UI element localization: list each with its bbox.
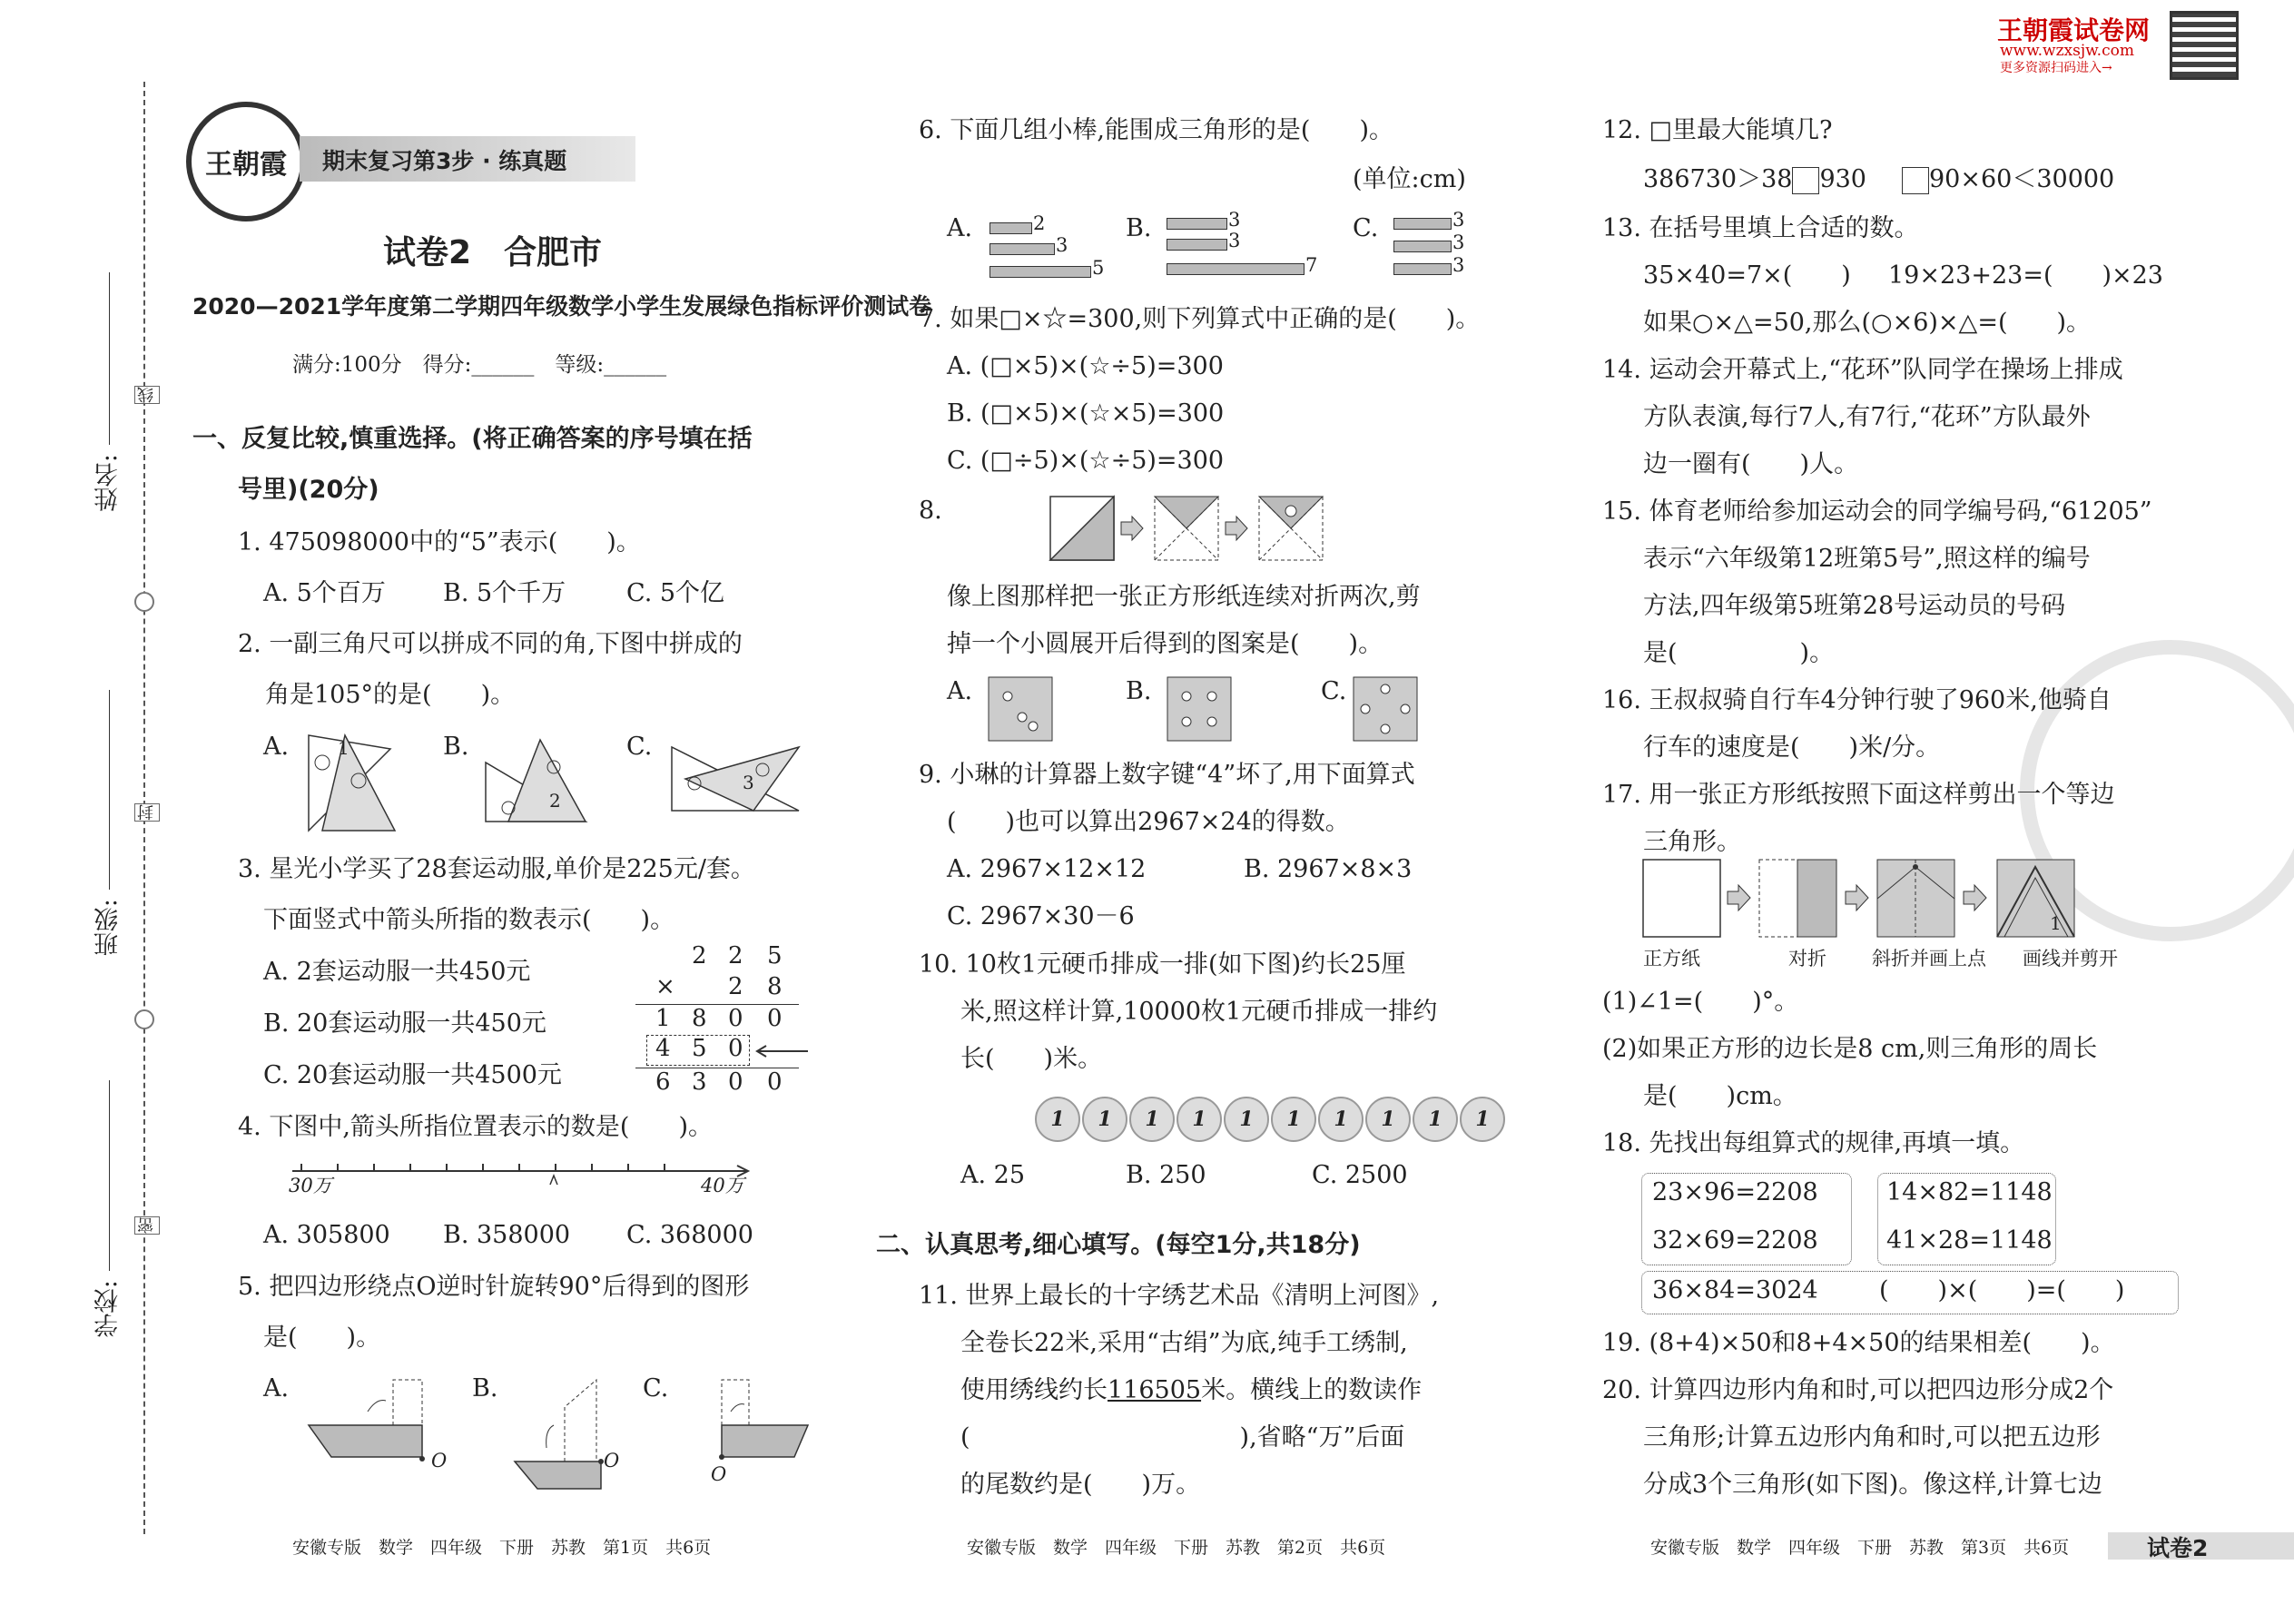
- q5-figure-b: [510, 1375, 619, 1493]
- watermark-url: www.wzxsjw.com: [2000, 42, 2134, 60]
- binding-hole-icon: [134, 1009, 154, 1029]
- coin-icon: 1: [1129, 1097, 1175, 1142]
- q8-pattern-a: [988, 676, 1053, 742]
- q8-stem: 像上图那样把一张正方形纸连续对折两次,剪: [947, 583, 1421, 611]
- q18-g2-l2: 41×28=1148: [1886, 1226, 2053, 1255]
- q7-stem: 7. 如果□×☆=300,则下列算式中正确的是( )。: [919, 305, 1481, 333]
- calc-digit: 1: [655, 1005, 671, 1032]
- q6-stick: [1393, 241, 1452, 252]
- q18-g1-l2: 32×69=2208: [1652, 1226, 1818, 1255]
- q5-point-o: O: [431, 1450, 448, 1471]
- score-line: 满分:100分 得分:______ 等级:______: [292, 353, 667, 377]
- q2-angle-mark-3: 3: [743, 772, 754, 793]
- q13-stem: 13. 在括号里填上合适的数。: [1602, 214, 1919, 242]
- q20-line2: 三角形;计算五边形内角和时,可以把五边形: [1643, 1423, 2101, 1452]
- q17-sub1: (1)∠1=( )°。: [1602, 988, 1799, 1016]
- qr-code-icon: [2170, 11, 2239, 80]
- q9-option-c: C. 2967×30－6: [947, 902, 1135, 930]
- q11-line5: 的尾数约是( )万。: [960, 1471, 1201, 1499]
- name-line: [109, 272, 110, 445]
- q5-figure-c: [681, 1375, 817, 1466]
- paper-title: 试卷2 合肥市: [383, 234, 603, 271]
- q11-line4: ( ),省略“万”后面: [960, 1423, 1405, 1452]
- q8-pattern-b: [1167, 676, 1232, 742]
- q4-option-a: A. 305800: [263, 1221, 390, 1249]
- q6-stick-label: 3: [1452, 254, 1465, 276]
- q8-fold-steps: [1049, 495, 1339, 563]
- footer-page-3: 安徽专版 数学 四年级 下册 苏教 第3页 共6页: [1650, 1538, 2070, 1558]
- q6-stick: [989, 243, 1055, 255]
- q10-stem-line3: 长( )米。: [960, 1045, 1103, 1073]
- coin-icon: 1: [1224, 1097, 1269, 1142]
- q6-stick-label: 3: [1452, 231, 1465, 253]
- q3-stem-line2: 下面竖式中箭头所指的数表示( )。: [263, 906, 675, 934]
- section-2-title: 二、认真思考,细心填写。(每空1分,共18分): [876, 1231, 1361, 1259]
- coin-icon: 1: [1460, 1097, 1505, 1142]
- q10-coin-row: [1035, 1097, 1505, 1142]
- q6-stick-label: 3: [1228, 230, 1241, 251]
- q6-option-a: A.: [947, 214, 973, 242]
- q18-g2-l1: 14×82=1148: [1886, 1178, 2053, 1206]
- q5-stem-line2: 是( )。: [263, 1324, 381, 1352]
- q10-stem-line2: 米,照这样计算,10000枚1元硬币排成一排约: [960, 998, 1438, 1026]
- q6-stick-label: 5: [1092, 257, 1105, 279]
- q1-option-a: A. 5个百万: [263, 579, 386, 607]
- q6-stick: [1393, 218, 1452, 230]
- calc-digit: 0: [728, 1035, 743, 1062]
- q6-stick: [989, 222, 1032, 234]
- q12-a: [1643, 163, 1866, 195]
- q2-stem: 2. 一副三角尺可以拼成不同的角,下图中拼成的: [238, 630, 743, 658]
- calc-digit: 2: [692, 942, 707, 969]
- section-1-title-line2: 号里)(20分): [238, 476, 379, 504]
- q2-stem-line2: 角是105°的是( )。: [265, 681, 516, 709]
- q10-option-c: C. 2500: [1312, 1161, 1408, 1189]
- q3-stem: 3. 星光小学买了28套运动服,单价是225元/套。: [238, 855, 755, 883]
- q9-stem: 9. 小琳的计算器上数字键“4”坏了,用下面算式: [919, 761, 1415, 789]
- calc-digit: 0: [767, 1068, 783, 1096]
- q18-stem: 18. 先找出每组算式的规律,再填一填。: [1602, 1129, 2025, 1157]
- q14-line3: 边一圈有( )人。: [1643, 450, 1859, 478]
- calc-digit: 3: [692, 1068, 707, 1096]
- q5-stem: 5. 把四边形绕点O逆时针旋转90°后得到的图形: [238, 1273, 750, 1301]
- q1-option-b: B. 5个千万: [443, 579, 566, 607]
- coin-icon: 1: [1082, 1097, 1127, 1142]
- q16-line1: 16. 王叔叔骑自行车4分钟行驶了960米,他骑自: [1602, 686, 2112, 714]
- q2-option-a: A.: [263, 733, 290, 761]
- q17-step-label: 对折: [1788, 948, 1826, 969]
- q6-stick-label: 7: [1305, 254, 1318, 276]
- q20-line1: 20. 计算四边形内角和时,可以把四边形分成2个: [1602, 1376, 2114, 1404]
- calc-digit: 8: [767, 973, 783, 1000]
- class-label: 班级:: [94, 899, 123, 957]
- q6-unit: (单位:cm): [1353, 165, 1466, 193]
- q2-figure-b: [481, 735, 590, 826]
- coin-icon: 1: [1177, 1097, 1222, 1142]
- binding-mi: 密: [134, 1216, 160, 1235]
- q6-stick: [989, 266, 1091, 278]
- q4-option-b: B. 358000: [443, 1221, 571, 1249]
- q14-line1: 14. 运动会开幕式上,“花环”队同学在操场上排成: [1602, 356, 2123, 384]
- q12-blank-box[interactable]: [1792, 167, 1819, 194]
- q14-line2: 方队表演,每行7人,有7行,“花环”方队最外: [1643, 403, 2091, 431]
- binding-hole-icon: [134, 592, 154, 612]
- q15-line1: 15. 体育老师给参加运动会的同学编号码,“61205”: [1602, 497, 2152, 526]
- q2-angle-mark-1: 1: [338, 737, 350, 759]
- q12-stem: 12. □里最大能填几?: [1602, 116, 1833, 144]
- q17-sub2-line2: 是( )cm。: [1643, 1082, 1797, 1110]
- q6-option-b: B.: [1126, 214, 1152, 242]
- calc-digit: 5: [692, 1035, 707, 1062]
- q5-figure-a: [304, 1375, 431, 1466]
- q7-option-a: A. (□×5)×(☆÷5)=300: [947, 352, 1224, 380]
- calc-arrow-icon: [753, 1044, 808, 1058]
- q8-pattern-c: [1353, 676, 1418, 742]
- q9-stem-line2: ( )也可以算出2967×24的得数。: [947, 808, 1350, 836]
- q2-figure-c: [667, 743, 803, 815]
- q8-option-a: A.: [947, 677, 973, 705]
- section-1-title: 一、反复比较,慎重选择。(将正确答案的序号填在括: [192, 425, 753, 453]
- calc-digit: 5: [767, 942, 783, 969]
- q18-g3-blank: ( )×( )=( ): [1879, 1276, 2125, 1304]
- q12-b: [1902, 163, 2114, 195]
- q17-step-label: 画线并剪开: [2023, 948, 2118, 969]
- q13-line1a: 35×40=7×( ): [1643, 261, 1851, 290]
- q18-g1-l1: 23×96=2208: [1652, 1178, 1818, 1206]
- q4-stem: 4. 下图中,箭头所指位置表示的数是( )。: [238, 1113, 713, 1141]
- q17-step-label: 正方纸: [1643, 948, 1700, 969]
- q12-blank-box[interactable]: [1902, 167, 1929, 194]
- q8-option-b: B.: [1126, 677, 1152, 705]
- paper-tag: 试卷2: [2147, 1535, 2209, 1561]
- q6-stick-label: 2: [1033, 212, 1046, 234]
- q8-number: 8.: [919, 497, 942, 525]
- coin-icon: 1: [1365, 1097, 1411, 1142]
- q6-stick: [1393, 263, 1452, 275]
- q6-stick-label: 3: [1056, 234, 1068, 256]
- name-label: 姓名:: [94, 454, 123, 512]
- q4-right-label: 40万: [701, 1175, 744, 1196]
- q11-line3b: 米。横线上的数读作: [1201, 1376, 1423, 1404]
- q11-line1: 11. 世界上最长的十字绣艺术品《清明上河图》,: [919, 1282, 1440, 1310]
- coin-icon: 1: [1413, 1097, 1458, 1142]
- q7-option-c: C. (□÷5)×(☆÷5)=300: [947, 447, 1225, 475]
- q15-line4: 是( )。: [1643, 639, 1835, 667]
- q2-angle-mark-2: 2: [549, 790, 561, 812]
- q2-figure-a: [304, 731, 404, 840]
- q17-sub2: (2)如果正方形的边长是8 cm,则三角形的周长: [1602, 1035, 2098, 1063]
- q4-left-label: 30万: [289, 1175, 332, 1196]
- footer-page-2: 安徽专版 数学 四年级 下册 苏教 第2页 共6页: [967, 1538, 1386, 1558]
- q6-stick: [1167, 263, 1305, 275]
- binding-feng: 封: [134, 803, 160, 822]
- calc-digit: 0: [767, 1005, 783, 1032]
- q5-option-c: C.: [643, 1374, 669, 1403]
- q5-point-o: O: [711, 1463, 727, 1485]
- watermark-scan: 更多资源扫码进入→: [2000, 61, 2112, 75]
- q11-line3a: 使用绣线约长: [960, 1376, 1108, 1404]
- q16-line2: 行车的速度是( )米/分。: [1643, 733, 1941, 762]
- q6-stick-label: 3: [1452, 209, 1465, 231]
- q17-angle-label: 1: [2050, 912, 2062, 934]
- q1-option-c: C. 5个亿: [626, 579, 725, 607]
- q2-option-c: C.: [626, 733, 653, 761]
- q3-option-b: B. 20套运动服一共450元: [263, 1009, 546, 1038]
- q7-option-b: B. (□×5)×(☆×5)=300: [947, 399, 1225, 428]
- q6-option-c: C.: [1353, 214, 1379, 242]
- q10-option-b: B. 250: [1126, 1161, 1206, 1189]
- logo-text: 王朝霞: [205, 149, 287, 181]
- q12-a-left: 386730＞38: [1643, 165, 1793, 193]
- q6-stick-label: 3: [1228, 209, 1241, 231]
- q17-line2: 三角形。: [1643, 828, 1741, 856]
- footer-page-1: 安徽专版 数学 四年级 下册 苏教 第1页 共6页: [292, 1538, 712, 1558]
- q5-point-o: O: [604, 1450, 620, 1471]
- binding-xian: 线: [134, 386, 160, 404]
- q11-underlined-number: 116505: [1108, 1376, 1202, 1404]
- calc-digit: 0: [728, 1068, 743, 1096]
- q12-b-right: 90×60＜30000: [1929, 165, 2115, 193]
- school-line: [109, 1080, 110, 1271]
- q6-stick: [1167, 239, 1227, 251]
- q9-option-b: B. 2967×8×3: [1244, 855, 1413, 883]
- q3-option-c: C. 20套运动服一共4500元: [263, 1061, 562, 1089]
- calc-times: ×: [655, 973, 675, 1000]
- logo-seal-icon: [186, 102, 306, 221]
- q11-line3: [960, 1374, 1422, 1406]
- q12-a-right: 930: [1819, 165, 1866, 193]
- q3-option-a: A. 2套运动服一共450元: [263, 958, 531, 986]
- q10-option-a: A. 25: [960, 1161, 1026, 1189]
- q20-line3: 分成3个三角形(如下图)。像这样,计算七边: [1643, 1471, 2102, 1499]
- q4-option-c: C. 368000: [626, 1221, 753, 1249]
- watermark-brand: 王朝霞试卷网: [1997, 15, 2151, 45]
- calc-digit: 8: [692, 1005, 707, 1032]
- q5-option-b: B.: [472, 1374, 498, 1403]
- q18-g3-given: 36×84=3024: [1652, 1276, 1818, 1304]
- calc-digit: 4: [655, 1035, 671, 1062]
- calc-digit: 2: [728, 973, 743, 1000]
- school-label: 学校:: [94, 1280, 123, 1338]
- q2-option-b: B.: [443, 733, 469, 761]
- q15-line3: 方法,四年级第5班第28号运动员的号码: [1643, 592, 2066, 620]
- q11-line2: 全卷长22米,采用“古绢”为底,纯手工绣制,: [960, 1329, 1408, 1357]
- class-line: [109, 690, 110, 890]
- calc-digit: 0: [728, 1005, 743, 1032]
- calc-digit: 6: [655, 1068, 671, 1096]
- paper-subtitle: 2020—2021学年度第二学期四年级数学小学生发展绿色指标评价测试卷: [192, 293, 932, 320]
- q15-line2: 表示“六年级第12班第5号”,照这样的编号: [1643, 545, 2091, 573]
- q17-step-label: 斜折并画上点: [1872, 948, 1986, 969]
- q8-option-c: C.: [1321, 677, 1347, 705]
- q13-line1b: 19×23+23=( )×23: [1888, 261, 2163, 290]
- q5-option-a: A.: [263, 1374, 290, 1403]
- coin-icon: 1: [1318, 1097, 1364, 1142]
- q9-option-a: A. 2967×12×12: [947, 855, 1147, 883]
- coin-icon: 1: [1271, 1097, 1316, 1142]
- q19-stem: 19. (8+4)×50和8+4×50的结果相差( )。: [1602, 1329, 2115, 1357]
- q13-line2: 如果○×△=50,那么(○×6)×△=( )。: [1643, 309, 2092, 337]
- q6-stem: 6. 下面几组小棒,能围成三角形的是( )。: [919, 116, 1393, 144]
- q6-stick: [1167, 218, 1227, 230]
- calc-digit: 2: [728, 942, 743, 969]
- q8-stem-line2: 掉一个小圆展开后得到的图案是( )。: [947, 630, 1383, 658]
- q17-line1: 17. 用一张正方形纸按照下面这样剪出一个等边: [1602, 781, 2115, 809]
- q4-number-line: [292, 1157, 755, 1185]
- banner-text: 期末复习第3步 · 练真题: [322, 148, 567, 174]
- q1-stem: 1. 475098000中的“5”表示( )。: [238, 528, 641, 556]
- coin-icon: 1: [1035, 1097, 1080, 1142]
- q10-stem: 10. 10枚1元硬币排成一排(如下图)约长25厘: [919, 950, 1406, 979]
